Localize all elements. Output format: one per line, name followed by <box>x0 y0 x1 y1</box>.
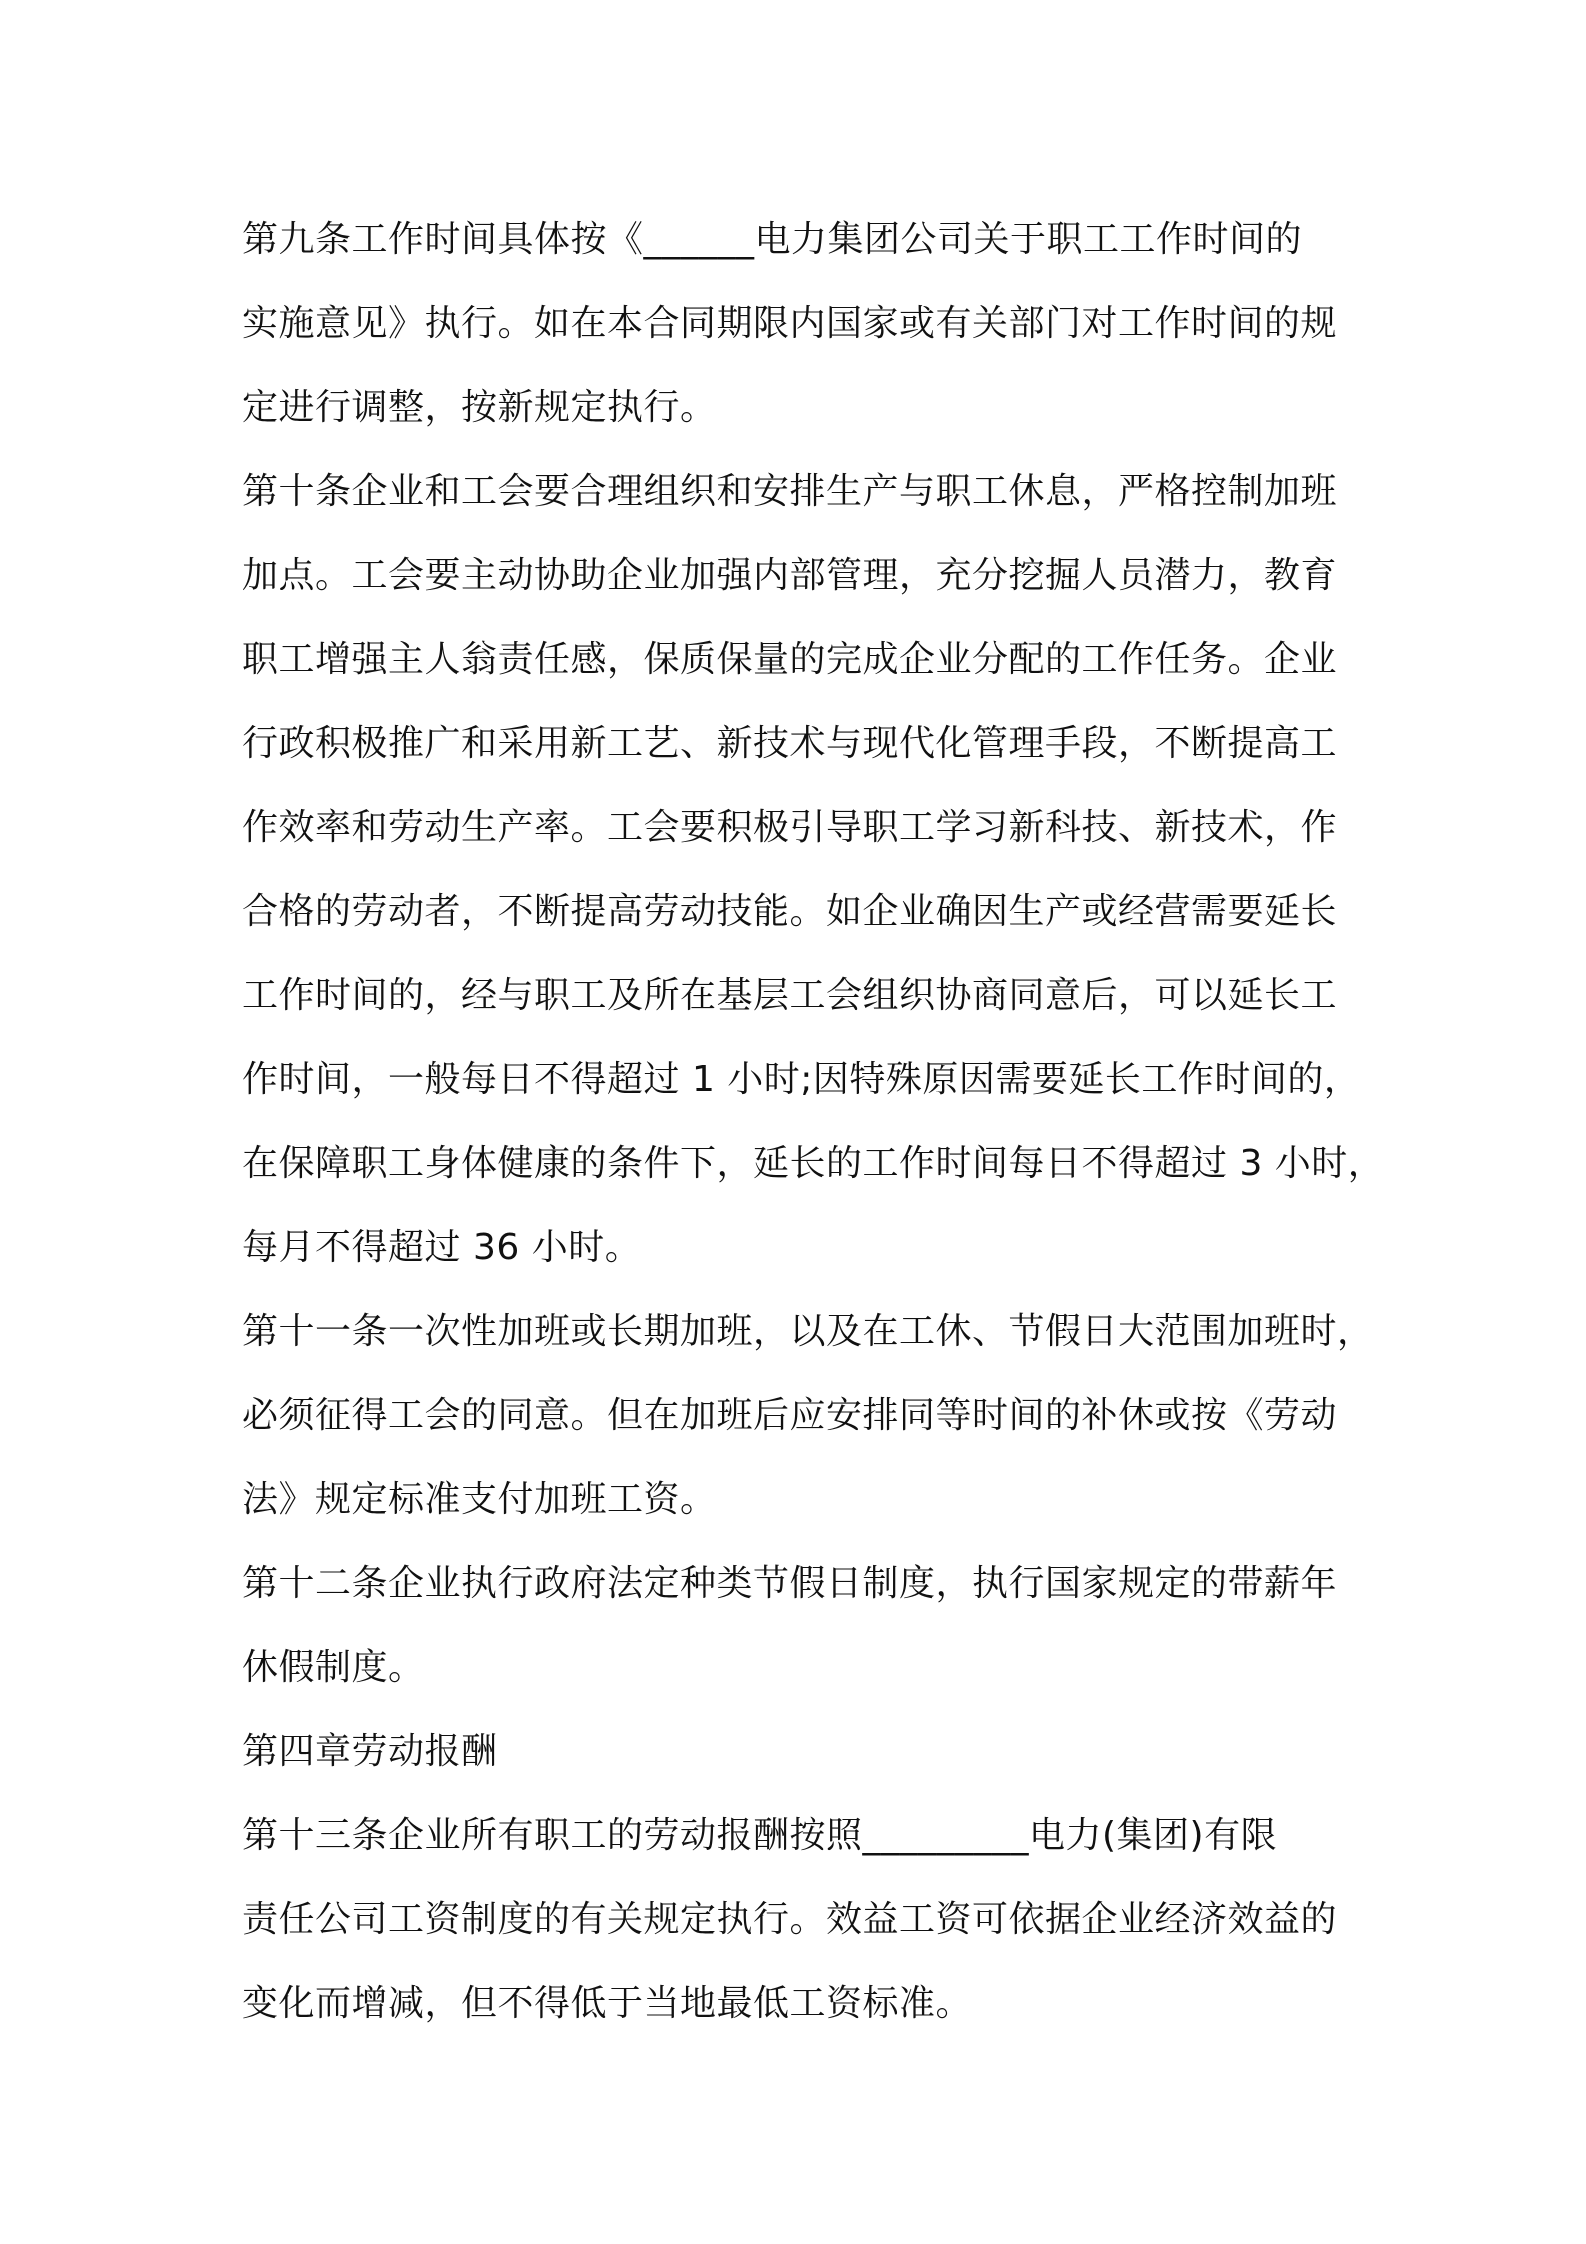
text-line: 变化而增减，但不得低于当地最低工资标准。 <box>242 1983 973 2024</box>
text-line: 加点。工会要主动协助企业加强内部管理，充分挖掘人员潜力，教育 <box>242 555 1338 596</box>
text-line: 第十一条一次性加班或长期加班，以及在工休、节假日大范围加班时， <box>242 1311 1374 1352</box>
text-line: 第四章劳动报酬 <box>242 1731 498 1772</box>
text-line: 第十二条企业执行政府法定种类节假日制度，执行国家规定的带薪年 <box>242 1563 1338 1604</box>
text-line: 实施意见》执行。如在本合同期限内国家或有关部门对工作时间的规 <box>242 303 1338 344</box>
text-line: 定进行调整，按新规定执行。 <box>242 387 717 428</box>
text-line: 必须征得工会的同意。但在加班后应安排同等时间的补休或按《劳动 <box>242 1395 1338 1436</box>
text-line: 工作时间的，经与职工及所在基层工会组织协商同意后，可以延长工 <box>242 975 1338 1016</box>
text-line: 行政积极推广和采用新工艺、新技术与现代化管理手段，不断提高工 <box>242 723 1338 764</box>
document-body <box>242 198 1385 2046</box>
text-line: 每月不得超过 36 小时。 <box>242 1227 642 1268</box>
text-line: 法》规定标准支付加班工资。 <box>242 1479 717 1520</box>
text-line: 在保障职工身体健康的条件下，延长的工作时间每日不得超过 3 小时， <box>242 1143 1385 1184</box>
text-line: 责任公司工资制度的有关规定执行。效益工资可依据企业经济效益的 <box>242 1899 1338 1940</box>
text-line: 作效率和劳动生产率。工会要积极引导职工学习新科技、新技术，作 <box>242 807 1338 848</box>
text-line: 合格的劳动者，不断提高劳动技能。如企业确因生产或经营需要延长 <box>242 891 1338 932</box>
text-line: 休假制度。 <box>242 1647 425 1688</box>
text-line: 职工增强主人翁责任感，保质保量的完成企业分配的工作任务。企业 <box>242 639 1338 680</box>
text-line: 第十条企业和工会要合理组织和安排生产与职工休息，严格控制加班 <box>242 471 1338 512</box>
text-line: 作时间，一般每日不得超过 1 小时;因特殊原因需要延长工作时间的， <box>242 1059 1361 1100</box>
text-line: 第十三条企业所有职工的劳动报酬按照_________电力(集团)有限 <box>242 1815 1278 1856</box>
text-line: 第九条工作时间具体按《______电力集团公司关于职工工作时间的 <box>242 219 1303 260</box>
